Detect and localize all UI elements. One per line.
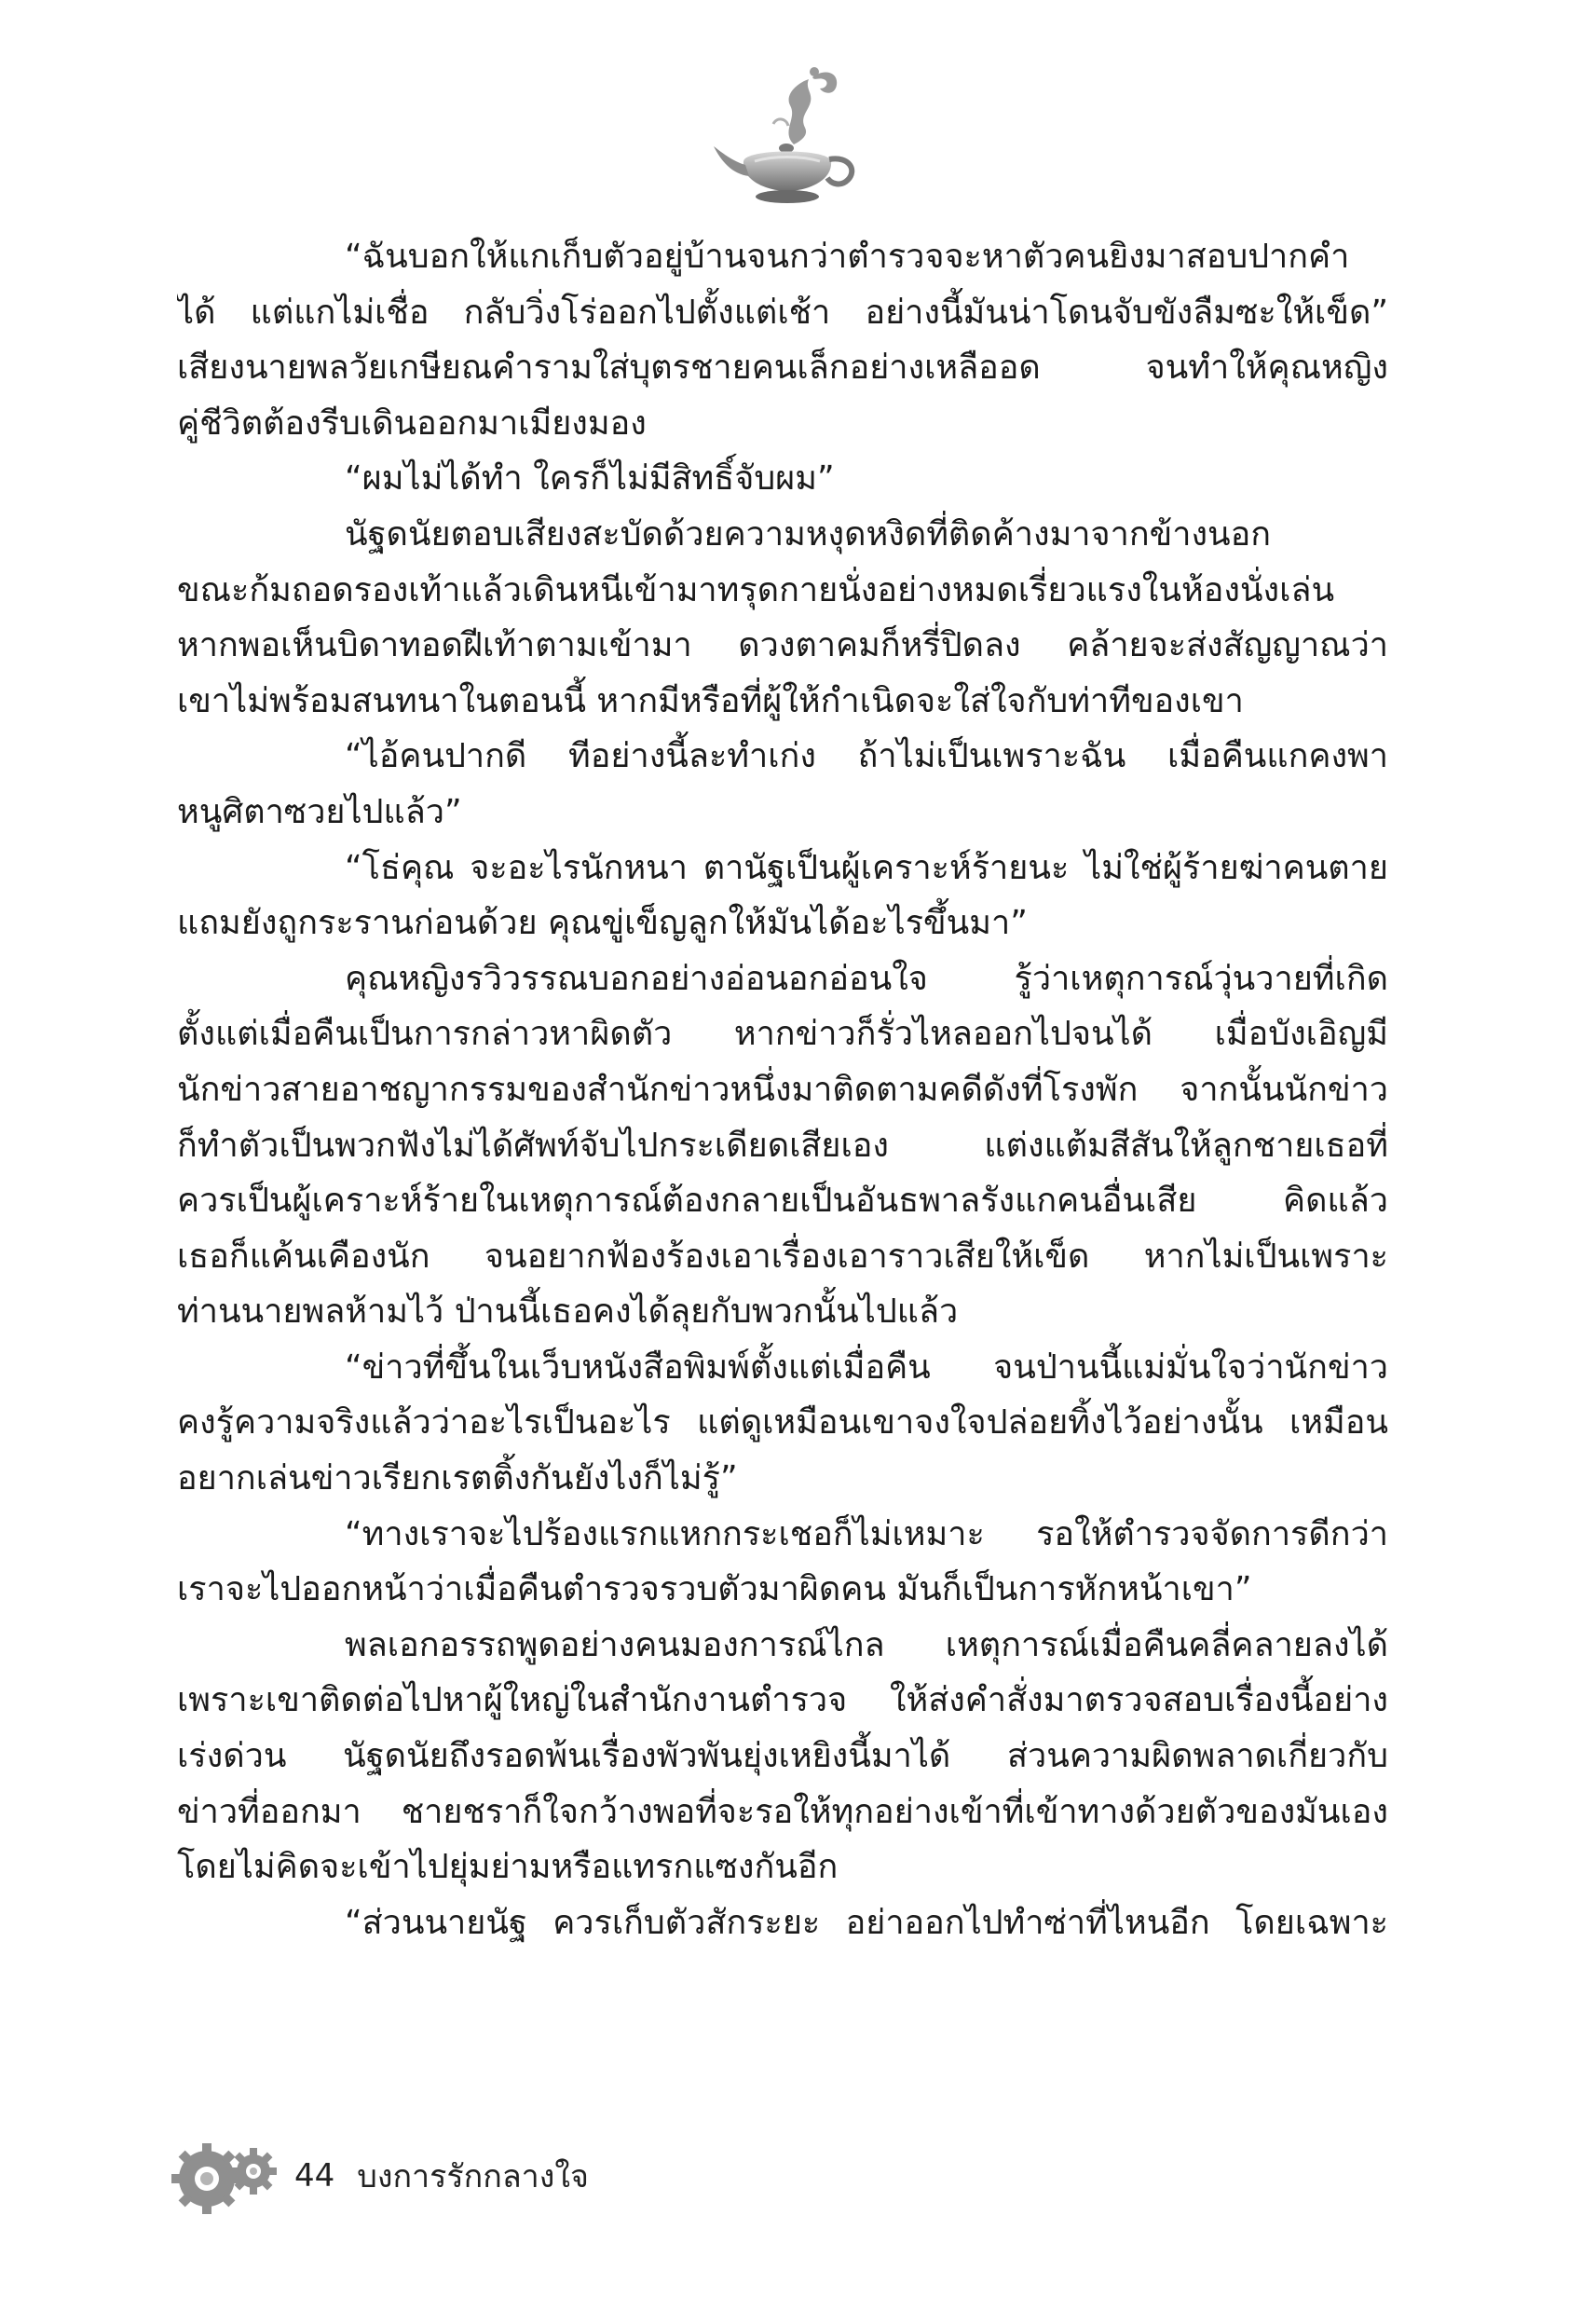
page-footer <box>168 2134 589 2218</box>
text-line: เราจะไปออกหน้าว่าเมื่อคืนตำรวจรวบตัวมาผิดคน มันก็เป็นการหักหน้าเขา” <box>177 1570 1252 1609</box>
text-line: “ข่าวที่ขึ้นในเว็บหนังสือพิมพ์ตั้งแต่เมื่อคืน จนป่านนี้แม่มั่นใจว่านักข่าว <box>345 1347 1388 1387</box>
text-line: ท่านนายพลห้ามไว้ ป่านนี้เธอคงได้ลุยกับพวกนั้นไปแล้ว <box>177 1292 959 1332</box>
text-line: หากพอเห็นบิดาทอดฝีเท้าตามเข้ามา ดวงตาคมก็หรี่ปิดลง คล้ายจะส่งสัญญาณว่า <box>177 626 1388 665</box>
text-line: คุณหญิงรวิวรรณบอกอย่างอ่อนอกอ่อนใจ รู้ว่าเหตุการณ์วุ่นวายที่เกิด <box>345 959 1388 998</box>
text-line: นักข่าวสายอาชญากรรมของสำนักข่าวหนึ่งมาติดตามคดีดังที่โรงพัก จากนั้นนักข่าว <box>177 1070 1388 1109</box>
gears-icon <box>168 2134 280 2218</box>
text-line: แถมยังถูกระรานก่อนด้วย คุณขู่เข็ญลูกให้มันได้อะไรขึ้นมา” <box>177 904 1028 943</box>
genie-lamp-icon <box>708 51 866 210</box>
text-line: ได้ แต่แกไม่เชื่อ กลับวิ่งโร่ออกไปตั้งแต่เช้า อย่างนี้มันน่าโดนจับขังลืมซะให้เข็ด” <box>177 293 1388 332</box>
text-line: “ทางเราจะไปร้องแรกแหกกระเชอก็ไม่เหมาะ รอให้ตำรวจจัดการดีกว่า <box>345 1514 1388 1553</box>
text-line: ก็ทำตัวเป็นพวกฟังไม่ได้ศัพท์จับไปกระเดียดเสียเอง แต่งแต้มสีสันให้ลูกชายเธอที่ <box>177 1126 1388 1165</box>
text-line: อยากเล่นข่าวเรียกเรตติ้งกันยังไงก็ไม่รู้” <box>177 1459 738 1498</box>
text-line: เธอก็แค้นเคืองนัก จนอยากฟ้องร้องเอาเรื่องเอาราวเสียให้เข็ด หากไม่เป็นเพราะ <box>177 1237 1388 1276</box>
text-line: เร่งด่วน นัฐดนัยถึงรอดพ้นเรื่องพัวพันยุ่งเหยิงนี้มาได้ ส่วนความผิดพลาดเกี่ยวกับ <box>177 1737 1388 1776</box>
text-line: “ฉันบอกให้แกเก็บตัวอยู่บ้านจนกว่าตำรวจจะหาตัวคนยิงมาสอบปากคำ <box>345 238 1350 276</box>
text-line: “ไอ้คนปากดี ทีอย่างนี้ละทำเก่ง ถ้าไม่เป็นเพราะฉัน เมื่อคืนแกคงพา <box>345 737 1388 776</box>
text-line: ขณะก้มถอดรองเท้าแล้วเดินหนีเข้ามาทรุดกายนั่งอย่างหมดเรี่ยวแรงในห้องนั่งเล่น <box>177 570 1335 609</box>
text-line: โดยไม่คิดจะเข้าไปยุ่มย่ามหรือแทรกแซงกันอีก <box>177 1848 839 1887</box>
text-line: “ส่วนนายนัฐ ควรเก็บตัวสักระยะ อย่าออกไปทำซ่าที่ไหนอีก โดยเฉพาะ <box>345 1903 1388 1942</box>
text-line: พลเอกอรรถพูดอย่างคนมองการณ์ไกล เหตุการณ์เมื่อคืนคลี่คลายลงได้ <box>345 1625 1388 1664</box>
text-line: “โธ่คุณ จะอะไรนักหนา ตานัฐเป็นผู้เคราะห์ร้ายนะ ไม่ใช่ผู้ร้ายฆ่าคนตาย <box>345 848 1388 887</box>
text-line: เสียงนายพลวัยเกษียณคำรามใส่บุตรชายคนเล็กอย่างเหลืออด จนทำให้คุณหญิง <box>177 349 1388 388</box>
text-line: ข่าวที่ออกมา ชายชราก็ใจกว้างพอที่จะรอให้ทุกอย่างเข้าที่เข้าทางด้วยตัวของมันเอง <box>177 1792 1388 1831</box>
text-line: คงรู้ความจริงแล้วว่าอะไรเป็นอะไร แต่ดูเหมือนเขาจงใจปล่อยทิ้งไว้อย่างนั้น เหมือน <box>177 1403 1388 1443</box>
text-line: ควรเป็นผู้เคราะห์ร้ายในเหตุการณ์ต้องกลายเป็นอันธพาลรังแกคนอื่นเสีย คิดแล้ว <box>177 1182 1388 1221</box>
text-line: เขาไม่พร้อมสนทนาในตอนนี้ หากมีหรือที่ผู้ให้กำเนิดจะใส่ใจกับท่าทีของเขา <box>177 681 1244 720</box>
text-line: ตั้งแต่เมื่อคืนเป็นการกล่าวหาผิดตัว หากข่าวก็รั่วไหลออกไปจนได้ เมื่อบังเอิญมี <box>177 1015 1388 1054</box>
text-line: “ผมไม่ได้ทำ ใครก็ไม่มีสิทธิ์จับผม” <box>345 459 835 499</box>
body-text <box>177 229 1388 1950</box>
text-line: คู่ชีวิตต้องรีบเดินออกมาเมียงมอง <box>177 403 647 443</box>
text-line: นัฐดนัยตอบเสียงสะบัดด้วยความหงุดหงิดที่ติดค้างมาจากข้างนอก <box>345 514 1272 554</box>
text-line: เพราะเขาติดต่อไปหาผู้ใหญ่ในสำนักงานตำรวจ ให้ส่งคำสั่งมาตรวจสอบเรื่องนี้อย่าง <box>177 1681 1388 1720</box>
page-number: 44 <box>294 2157 335 2195</box>
text-line: หนูศิตาซวยไปแล้ว” <box>177 792 462 831</box>
book-title: บงการรักกลางใจ <box>357 2158 589 2195</box>
